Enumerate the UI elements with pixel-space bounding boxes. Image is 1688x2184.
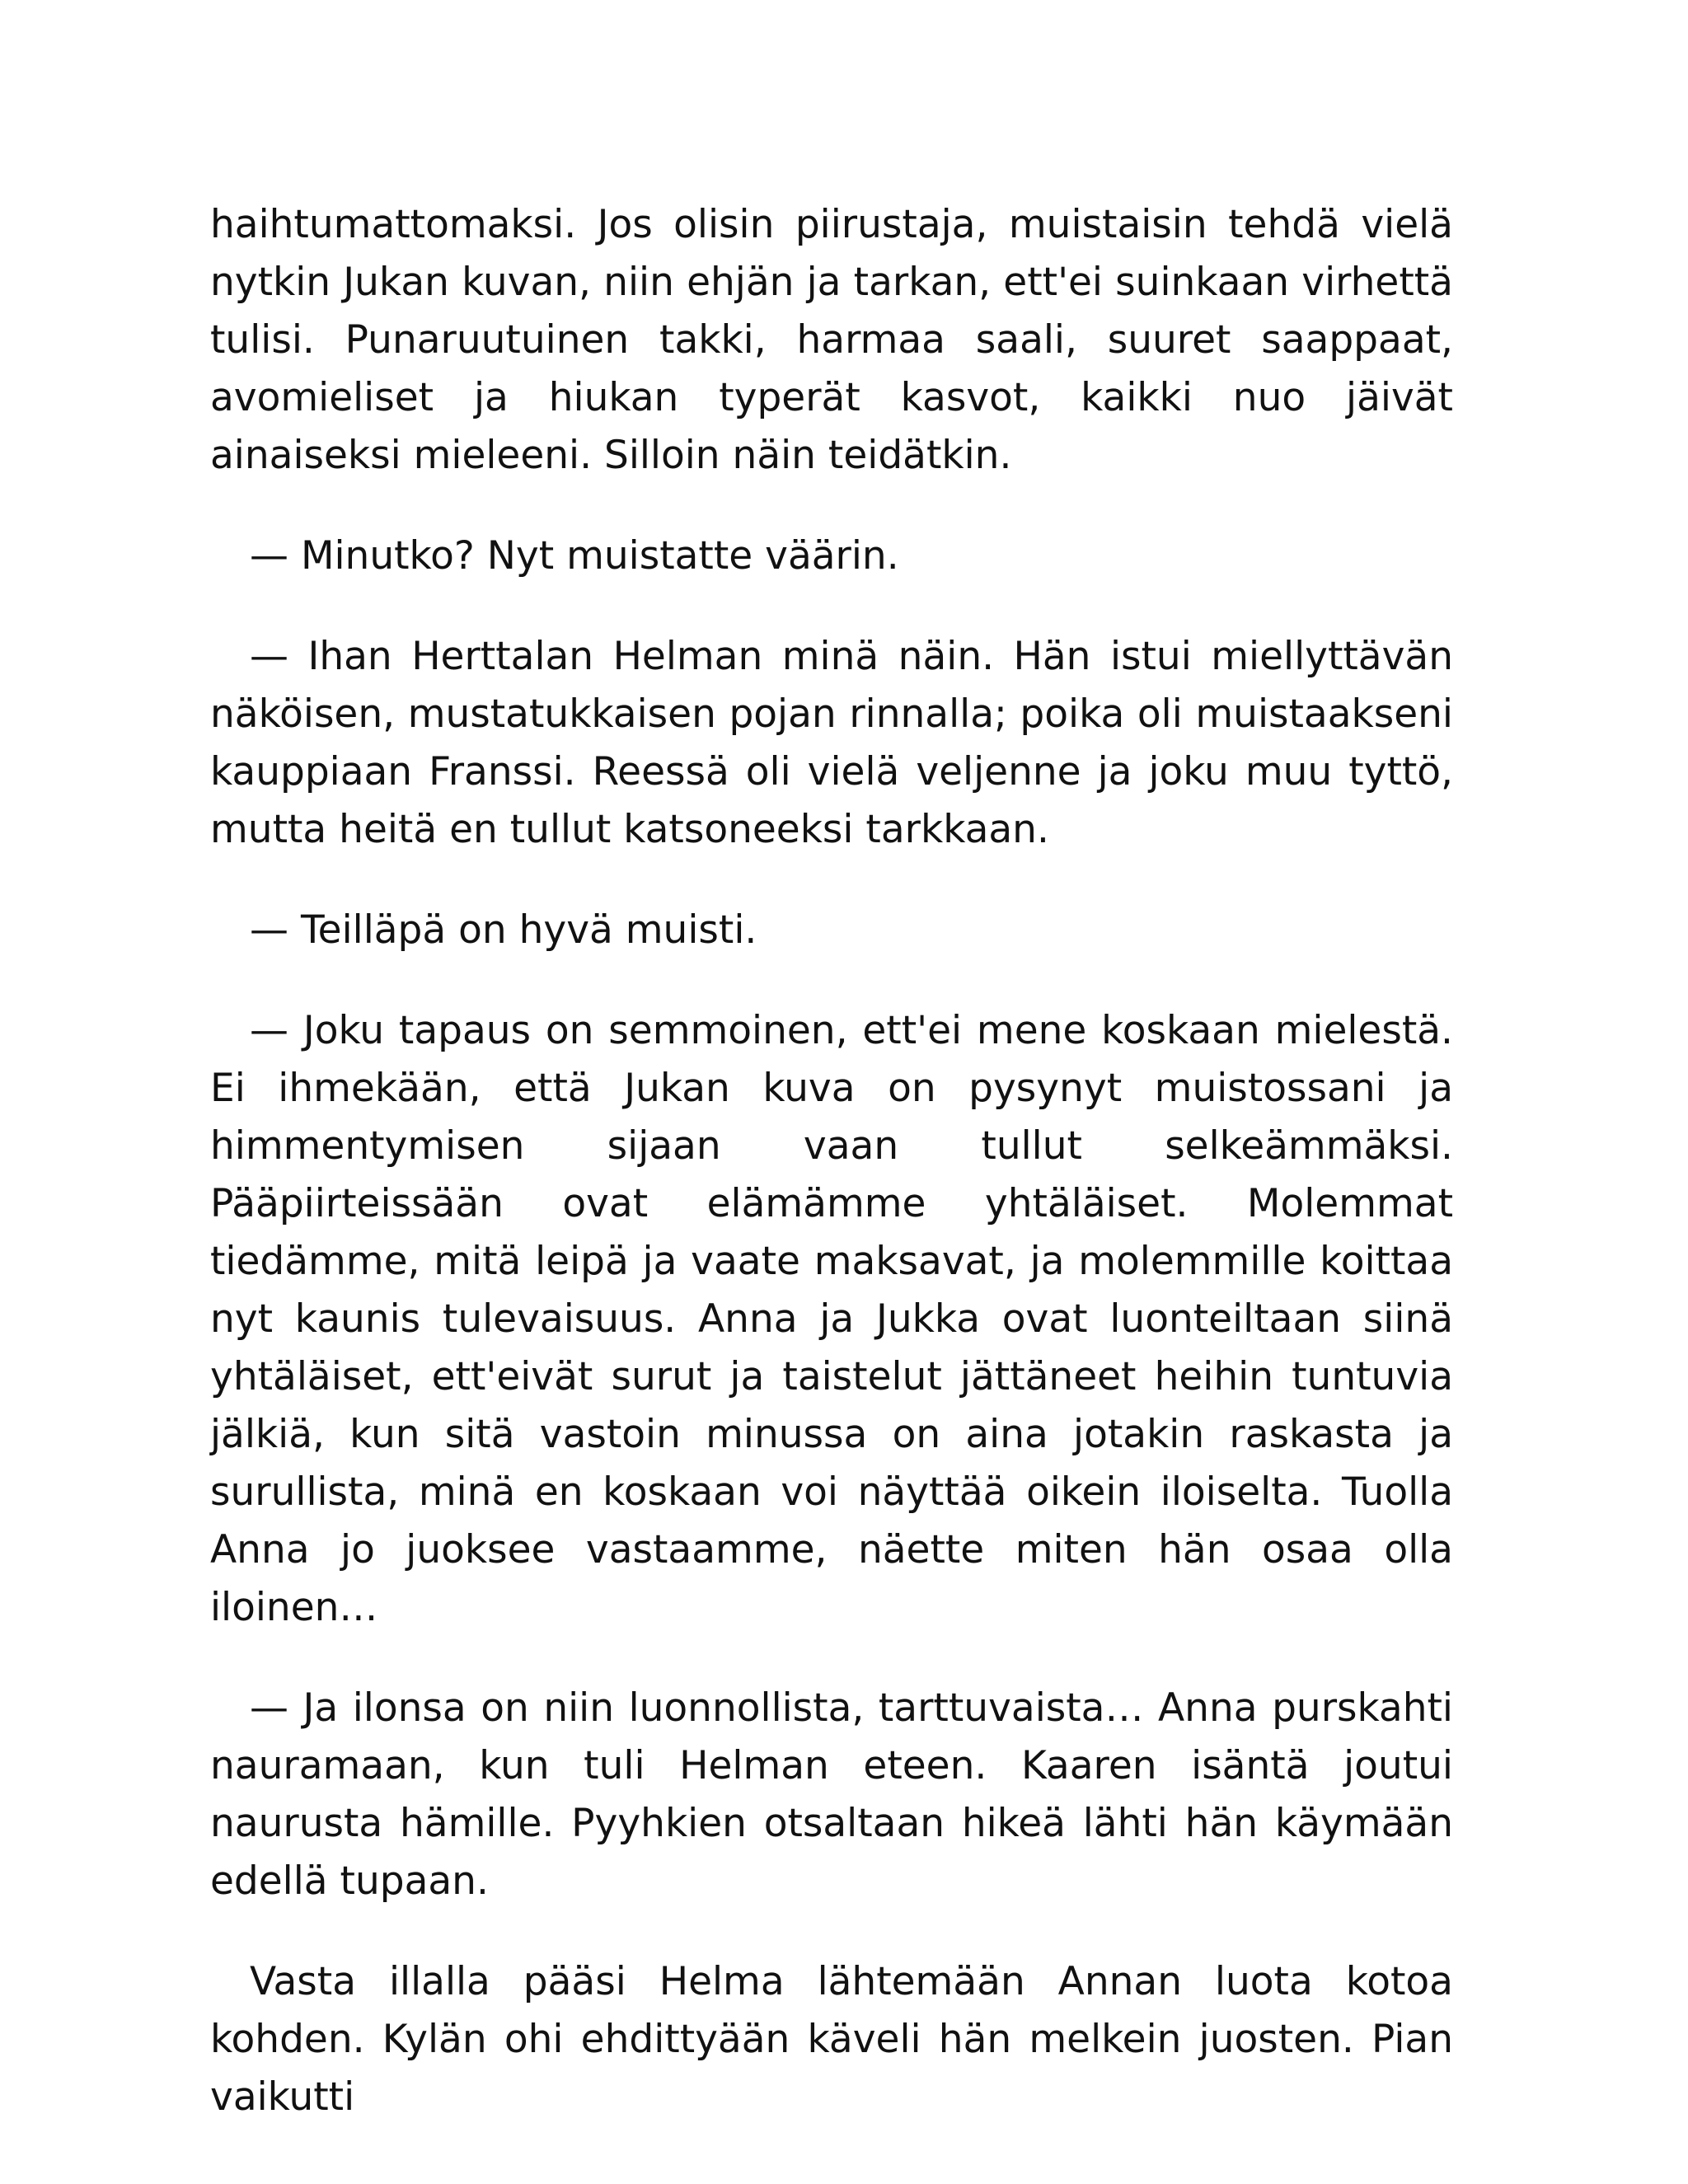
paragraph-dialogue: — Ja ilonsa on niin luonnollista, tarttuvaista… Anna purskahti nauramaan, kun tuli Helman eteen. Kaaren isäntä joutui naurusta hämille. Pyyhkien otsaltaan hikeä lähti hän käymään edellä tupaan. — [210, 1685, 1453, 1904]
paragraph-dialogue: — Joku tapaus on semmoinen, ett'ei mene koskaan mielestä. Ei ihmekään, että Jukan kuva on pysynyt muistossani ja himmentymisen sijaan vaan tullut selkeämmäksi. Pääpiirteissään ovat elämämme yhtäläiset. Molemmat tiedämme, mitä leipä ja vaate maksavat, ja molemmille koittaa nyt kaunis tulevaisuus. Anna ja Jukka ovat luonteiltaan siinä yhtäläiset, ett'eivät surut ja taistelut jättäneet heihin tuntuvia jälkiä, kun sitä vastoin minussa on aina jotakin raskasta ja surullista, minä en koskaan voi näyttää oikein iloiselta. Tuolla Anna jo juoksee vastaamme, näette miten hän osaa olla iloinen… — [210, 1008, 1453, 1630]
paragraph-narration: Vasta illalla pääsi Helma lähtemään Annan luota kotoa kohden. Kylän ohi ehdittyään käveli hän melkein juosten. Pian vaikutti — [210, 1959, 1453, 2120]
paragraph-dialogue: — Teilläpä on hyvä muisti. — [250, 907, 757, 953]
paragraph-continuation: haihtumattomaksi. Jos olisin piirustaja, muistaisin tehdä vielä nytkin Jukan kuvan, niin ehjän ja tarkan, ett'ei suinkaan virhettä tulisi. Punaruutuinen takki, harmaa saali, suuret saappaat, avomieliset ja hiukan typerät kasvot, kaikki nuo jäivät ainaiseksi mieleeni. Silloin näin teidätkin. — [210, 202, 1453, 478]
paragraph-dialogue: — Ihan Herttalan Helman minä näin. Hän istui miellyttävän näköisen, mustatukkaisen pojan rinnalla; poika oli muistaakseni kauppiaan Franssi. Reessä oli vielä veljenne ja joku muu tyttö, mutta heitä en tullut katsoneeksi tarkkaan. — [210, 634, 1453, 852]
paragraph-dialogue: — Minutko? Nyt muistatte väärin. — [250, 533, 899, 579]
page-body — [210, 196, 1453, 2126]
